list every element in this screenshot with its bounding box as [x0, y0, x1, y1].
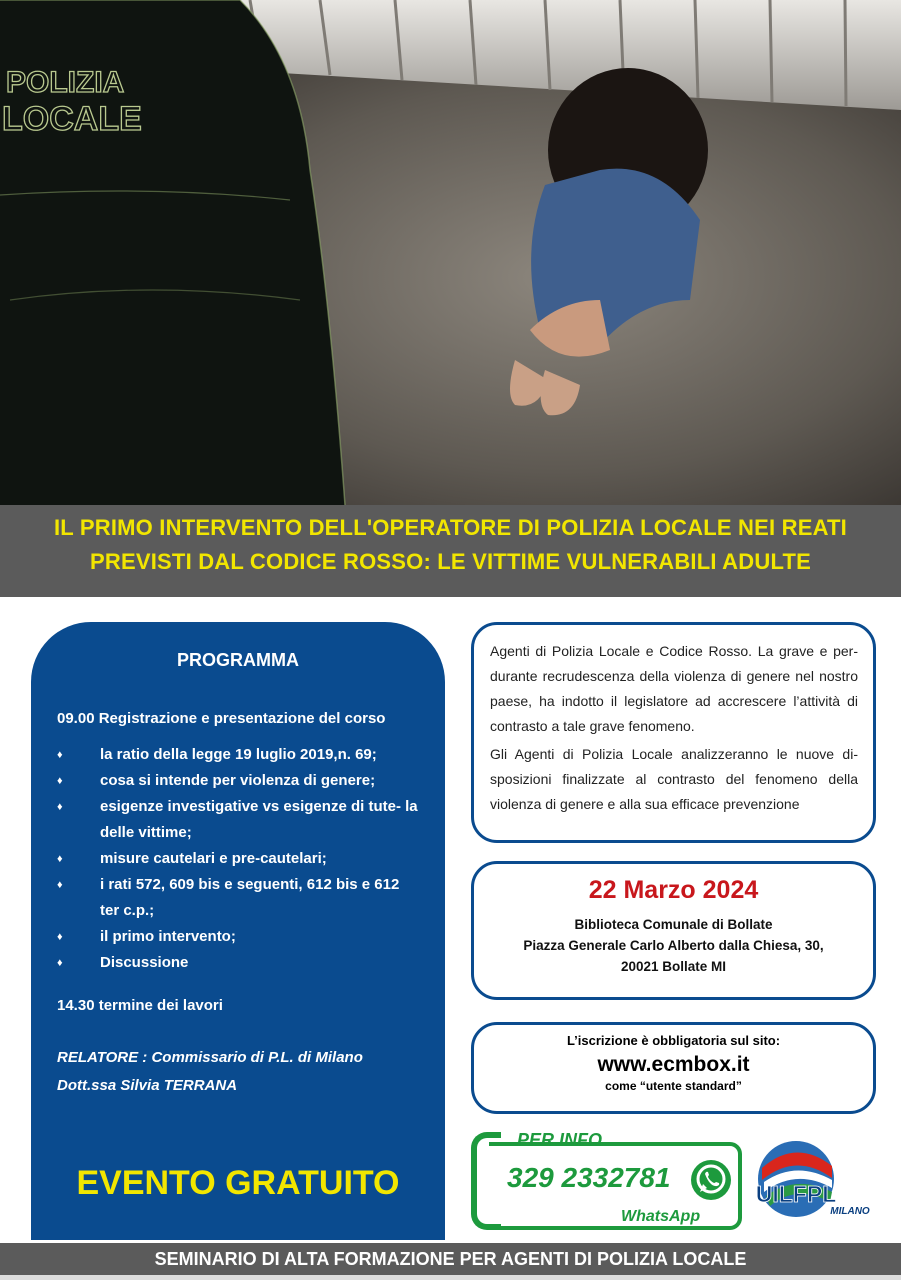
- info-label: PER INFO: [517, 1130, 603, 1150]
- program-item: Discussione: [100, 954, 189, 971]
- speaker-line-1: RELATORE : Commissario di P.L. di Milano: [57, 1049, 363, 1066]
- vest-text-locale: LOCALE: [2, 100, 142, 138]
- info-channel: WhatsApp: [621, 1208, 701, 1225]
- speaker-line-2: Dott.ssa Silvia TERRANA: [57, 1077, 238, 1094]
- program-item: i rati 572, 609 bis e seguenti, 612 bis e 612 ter c.p.;: [100, 876, 400, 919]
- program-item: il primo intervento;: [100, 928, 236, 945]
- event-date: 22 Marzo 2024: [588, 876, 759, 904]
- free-event-label: EVENTO GRATUITO: [76, 1164, 400, 1202]
- registration-note: L’iscrizione è obbligatoria sul sito:: [566, 1033, 781, 1048]
- registration-site-link[interactable]: www.ecmbox.it: [597, 1053, 750, 1076]
- registration-box: [471, 1022, 876, 1114]
- event-venue: Biblioteca Comunale di Bollate: [574, 917, 773, 932]
- description-paragraph-2: Gli Agenti di Polizia Locale analizzeranno le nuove di- sposizioni finalizzate al contrasto del fenomeno della violenza di genere e alla sua efficace prevenzione: [490, 746, 858, 812]
- whatsapp-icon[interactable]: [690, 1159, 732, 1201]
- bullet-icon: ♦: [57, 931, 63, 943]
- footer-text: SEMINARIO DI ALTA FORMAZIONE PER AGENTI DI POLIZIA LOCALE: [154, 1249, 747, 1269]
- bullet-icon: ♦: [57, 749, 63, 761]
- info-block: [471, 1128, 746, 1232]
- info-phone-link[interactable]: 329 2332781: [507, 1162, 671, 1193]
- hero-illustration: [0, 0, 901, 505]
- title-line-2: PREVISTI DAL CODICE ROSSO: LE VITTIME VULNERABILI ADULTE: [90, 549, 811, 574]
- program-panel: [31, 622, 445, 1240]
- logo-sub: MILANO: [830, 1206, 870, 1217]
- event-box: [471, 861, 876, 1000]
- bullet-icon: ♦: [57, 775, 63, 787]
- bullet-icon: ♦: [57, 879, 63, 891]
- bullet-icon: ♦: [57, 853, 63, 865]
- program-item: cosa si intende per violenza di genere;: [100, 772, 376, 789]
- bullet-icon: ♦: [57, 801, 63, 813]
- footer-strip: [0, 1275, 901, 1280]
- vest-text-polizia: POLIZIA: [6, 66, 125, 99]
- program-item: la ratio della legge 19 luglio 2019,n. 69;: [100, 746, 377, 763]
- program-item: misure cautelari e pre-cautelari;: [100, 850, 327, 867]
- event-address: Piazza Generale Carlo Alberto dalla Chiesa, 30,: [523, 938, 824, 953]
- bullet-icon: ♦: [57, 957, 63, 969]
- title-band: [0, 505, 901, 597]
- event-city: 20021 Bollate MI: [620, 959, 727, 974]
- registration-user-type: come “utente standard”: [605, 1079, 742, 1093]
- hero-photo: [0, 0, 901, 505]
- description-paragraph-1: Agenti di Polizia Locale e Codice Rosso. La grave e per- durante recrudescenza della violenza di genere nel nostro paese, ha indotto il legislatore ad accrescere l’attività di contrasto a tale grave fenomeno.: [490, 643, 858, 734]
- logo-name: UILFPL: [755, 1181, 837, 1207]
- program-start: 09.00 Registrazione e presentazione del corso: [57, 710, 386, 727]
- footer-band: [0, 1243, 901, 1280]
- title-line-1: IL PRIMO INTERVENTO DELL'OPERATORE DI POLIZIA LOCALE NEI REATI: [54, 515, 847, 540]
- description-box: [471, 622, 876, 843]
- program-end: 14.30 termine dei lavori: [57, 997, 223, 1014]
- program-item: esigenze investigative vs esigenze di tute- la delle vittime;: [100, 798, 418, 841]
- uilfpl-logo: [752, 1138, 877, 1220]
- program-heading: PROGRAMMA: [177, 650, 299, 670]
